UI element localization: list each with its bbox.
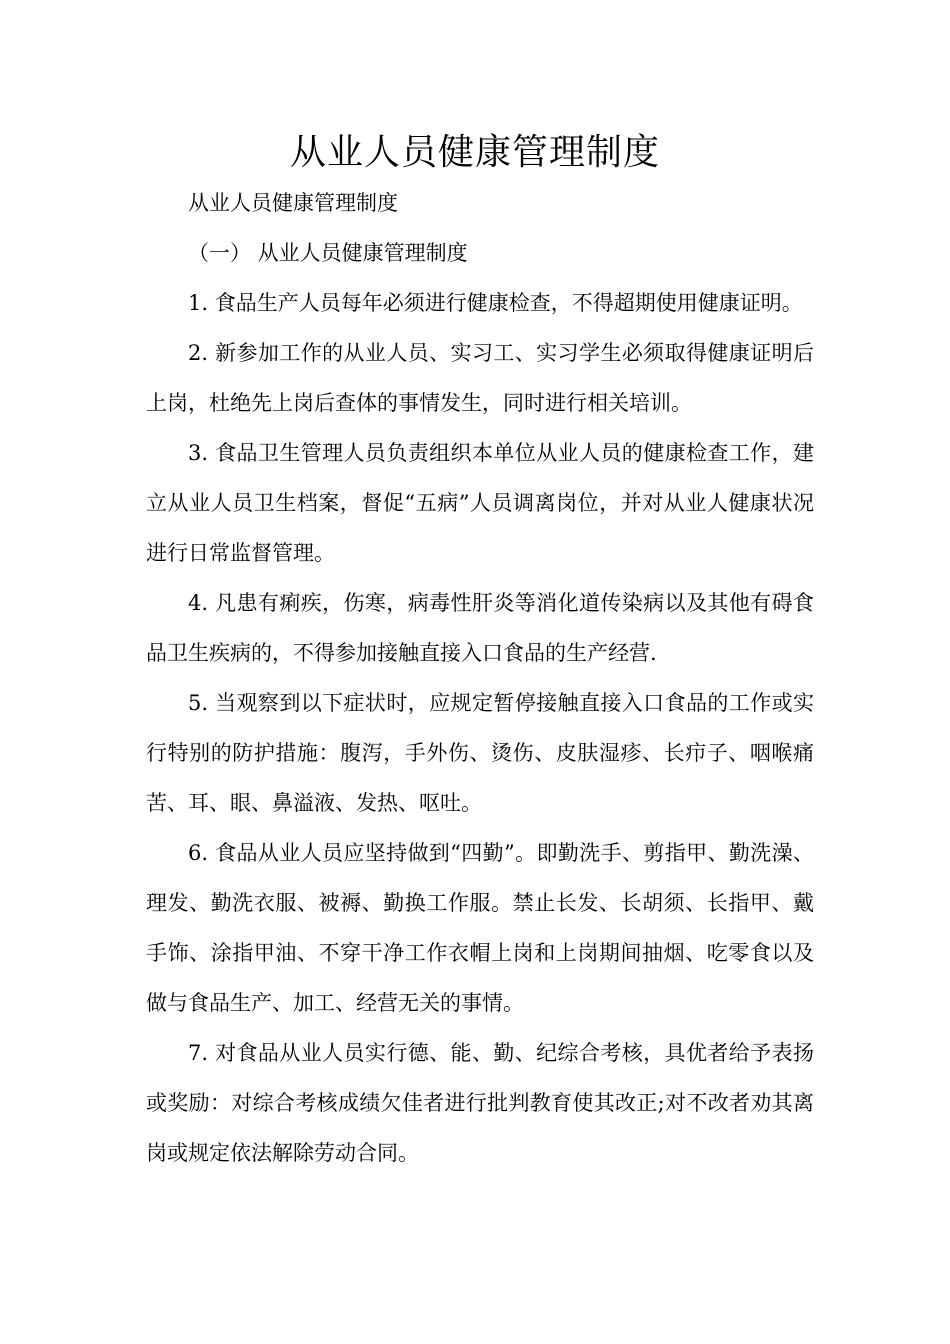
rule-paragraph-2: 2. 新参加工作的从业人员、实习工、实习学生必须取得健康证明后上岗，杜绝先上岗后查体的事情发生，同时进行相关培训。 — [146, 341, 814, 415]
document-body — [146, 178, 814, 1178]
rule-paragraph-6: 6. 食品从业人员应坚持做到“四勤”。即勤洗手、剪指甲、勤洗澡、理发、勤洗衣服、被褥、勤换工作服。禁止长发、长胡须、长指甲、戴手饰、涂指甲油、不穿干净工作衣帽上岗和上岗期间抽烟、吃零食以及做与食品生产、加工、经营无关的事情。 — [146, 841, 814, 1015]
rule-paragraph-7: 7. 对食品从业人员实行德、能、勤、纪综合考核，具优者给予表扬或奖励：对综合考核成绩欠佳者进行批判教育使其改正;对不改者劝其离岗或规定依法解除劳动合同。 — [146, 1041, 814, 1165]
document-title: 从业人员健康管理制度 — [289, 132, 660, 173]
rule-paragraph-4: 4. 凡患有痢疾，伤寒，病毒性肝炎等消化道传染病以及其他有碍食品卫生疾病的，不得参加接触直接入口食品的生产经营. — [146, 591, 814, 665]
rule-paragraph-3: 3. 食品卫生管理人员负责组织本单位从业人员的健康检查工作，建立从业人员卫生档案，督促“五病”人员调离岗位，并对从业人健康状况进行日常监督管理。 — [146, 441, 814, 565]
section-heading: （一） 从业人员健康管理制度 — [188, 241, 468, 265]
subtitle-paragraph: 从业人员健康管理制度 — [188, 191, 398, 215]
rule-paragraph-5: 5. 当观察到以下症状时，应规定暂停接触直接入口食品的工作或实行特别的防护措施：腹泻，手外伤、烫伤、皮肤湿疹、长疖子、咽喉痛苦、耳、眼、鼻溢液、发热、呕吐。 — [146, 691, 814, 815]
rule-paragraph-1: 1. 食品生产人员每年必须进行健康检查，不得超期使用健康证明。 — [188, 291, 803, 315]
